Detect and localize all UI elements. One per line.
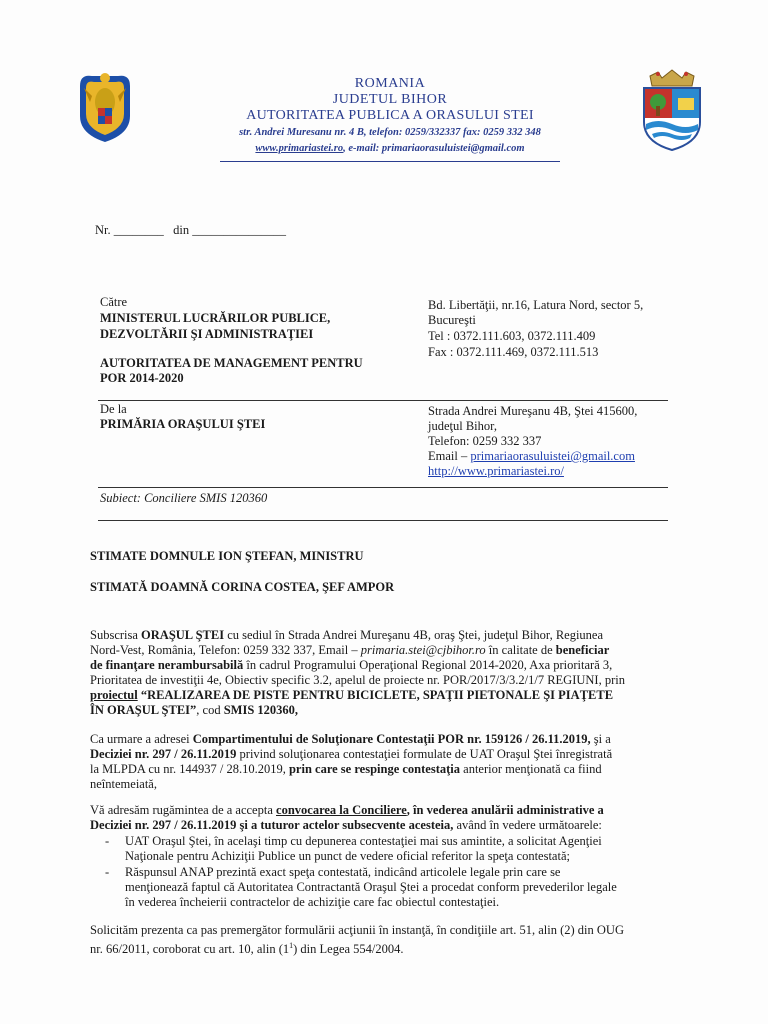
list-item [125,865,665,910]
sender-address-line1: Strada Andrei Mureşanu 4B, Ştei 415600, [428,404,638,418]
sender-email-line [428,449,635,464]
para1-text: , cod [196,703,224,717]
para2-bold: prin care se respinge contestaţia [288,762,461,776]
sender-name: PRIMĂRIA ORAŞULUI ŞTEI [100,417,266,431]
din-blank: _______________ [192,223,286,237]
para3-line [90,818,670,833]
paragraph-decision [90,732,670,792]
letterhead-email: , e-mail: primariaorasuluistei@gmail.com [343,143,525,154]
list-item-line: în vederea încheierii contractelor de achiziţie care fac obiectul contestaţiei. [125,895,500,909]
recipient-address-line2: Bucureşti [428,313,476,327]
letterhead-address: str. Andrei Muresanu nr. 4 B, telefon: 0259/332337 fax: 0259 332 348 [239,127,541,138]
para4-text: ) din Legea 554/2004. [293,942,404,957]
nr-blank: ________ [113,223,164,237]
de-la-label: De la [100,402,127,416]
para2-text: la MLPDA cu nr. 144937 / 28.10.2019, [90,762,289,776]
registration-line [95,223,286,238]
para1-text: Nord-Vest, România, Telefon: 0259 332 337, Email – [90,643,361,657]
para2-bold: Deciziei nr. 297 / 26.11.2019 [90,747,237,761]
paragraph-introduction [90,628,670,718]
para1-project-title: “REALIZAREA DE PISTE PENTRU BICICLETE, SPAŢII PIETONALE ŞI PIAŢETE [137,688,614,702]
list-bullet: - [105,865,110,879]
para3-line [90,803,670,818]
list-bullet: - [105,834,110,848]
letterhead-divider [220,161,560,162]
para4-line [90,938,670,957]
catre-label: Către [100,295,128,309]
list-item-line: Naţionale pentru Achiziţii Publice un punct de vedere oficial referitor la speţa contestată; [125,849,570,863]
paragraph-request [90,803,670,833]
para1-line [90,643,670,658]
list-item [125,834,665,864]
recipient-fax: Fax : 0372.111.469, 0372.111.513 [428,345,599,359]
para1-bold: de finanţare nerambursabilă [90,658,244,672]
list-item-line: menţionează faptul că Autoritatea Contractantă Oraşul Ştei a procedat conform prevederilor legale [125,880,617,894]
para2-line [90,732,670,747]
para3-bold: , în vederea anulării administrative a [406,803,604,817]
divider-sender [98,487,668,488]
din-label: din [173,223,190,237]
sender-email-link[interactable]: primariaorasuluistei@gmail.com [470,449,635,463]
para2-bold: Compartimentului de Soluţionare Contestaţii POR nr. 159126 / 26.11.2019, [192,732,591,746]
divider-recipient [98,400,668,401]
para1-text: cu sediul în Strada Andrei Mureşanu 4B, oraş Ştei, judeţul Bihor, Regiunea [224,628,604,642]
para1-smis-code: SMIS 120360, [223,703,299,717]
management-authority-line2: POR 2014-2020 [100,371,184,385]
para1-text: în cadrul Programului Operaţional Regional 2014-2020, Axa prioritară 3, [243,658,613,672]
nr-label: Nr. [95,223,111,237]
para4-text: nr. 66/2011, coroborat cu art. 10, alin (1 [90,942,290,957]
para2-line [90,747,670,762]
para1-project-label: proiectul [90,688,138,702]
letterhead-county: JUDETUL BIHOR [332,92,448,107]
romania-coat-of-arms-icon [76,68,134,144]
para1-line: Prioritatea de investiţii 4e, Obiectiv specific 3.2, apelul de proiecte nr. POR/2017/3/3.2/1/7 REGIUNI, prin [90,673,625,687]
salutation-ampor: STIMATĂ DOAMNĂ CORINA COSTEA, ŞEF AMPOR [90,580,395,594]
management-authority-line1: AUTORITATEA DE MANAGEMENT PENTRU [100,356,363,370]
letterhead-authority: AUTORITATEA PUBLICA A ORASULUI STEI [246,108,534,123]
ministry-name-line2: DEZVOLTĂRII ŞI ADMINISTRAŢIEI [100,327,314,341]
sender-address-line2: judeţul Bihor, [428,419,497,433]
sender-phone: Telefon: 0259 332 337 [428,434,542,448]
para2-text: Ca urmare a adresei [90,732,193,746]
list-item-line: Răspunsul ANAP prezintă exact speţa contestată, indicând articolele legale prin care se [125,865,561,879]
paragraph-legal-basis [90,923,670,957]
sender-website-link[interactable]: http://www.primariastei.ro/ [428,464,564,478]
para1-line [90,628,670,643]
list-item-line: UAT Oraşul Ştei, în acelaşi timp cu depunerea contestaţiei mai sus amintite, a solicitat Agenţiei [125,834,602,848]
letterhead-contact [150,143,630,154]
para3-bold: convocarea la Conciliere [276,803,407,817]
para2-text: şi a [590,732,611,746]
para1-line [90,658,670,673]
recipient-tel: Tel : 0372.111.603, 0372.111.409 [428,329,596,343]
subject-line: Subiect: Conciliere SMIS 120360 [100,491,268,505]
para1-text: Subscrisa [90,628,142,642]
letterhead-website-link[interactable]: www.primariastei.ro [255,143,344,154]
recipient-address-line1: Bd. Libertăţii, nr.16, Latura Nord, sector 5, [428,298,644,312]
para4-line: Solicităm prezenta ca pas premergător formulării acţiunii în instanţă, în condiţiile art. 51, alin (2) din OUG [90,923,624,937]
ministry-name-line1: MINISTERUL LUCRĂRILOR PUBLICE, [100,311,331,325]
salutation-minister: STIMATE DOMNULE ION ŞTEFAN, MINISTRU [90,549,364,563]
para3-bold: Deciziei nr. 297 / 26.11.2019 şi a tuturor actelor subsecvente acesteia, [90,818,454,832]
divider-subject [98,520,668,521]
para1-town: ORAŞUL ŞTEI [141,628,225,642]
para4-superscript: 1 [289,941,294,950]
para1-email: primaria.stei@cjbihor.ro [360,643,486,657]
para3-text: Vă adresăm rugămintea de a accepta [90,803,277,817]
letterhead-country: ROMANIA [354,76,426,91]
para3-text: având în vedere următoarele: [453,818,602,832]
para1-project-title: ÎN ORAŞUL ŞTEI” [90,703,197,717]
sender-email-label: Email – [428,449,471,463]
para2-line: neîntemeiată, [90,777,157,791]
para1-text: în calitate de [485,643,556,657]
para1-line [90,688,670,703]
para2-line [90,762,670,777]
stei-coat-of-arms-icon [638,66,706,154]
para2-text: privind soluţionarea contestaţiei formulate de UAT Oraşul Ştei înregistrată [236,747,613,761]
para1-line [90,703,670,718]
para2-text: anterior menţionată ca fiind [460,762,602,776]
para1-bold: beneficiar [555,643,610,657]
